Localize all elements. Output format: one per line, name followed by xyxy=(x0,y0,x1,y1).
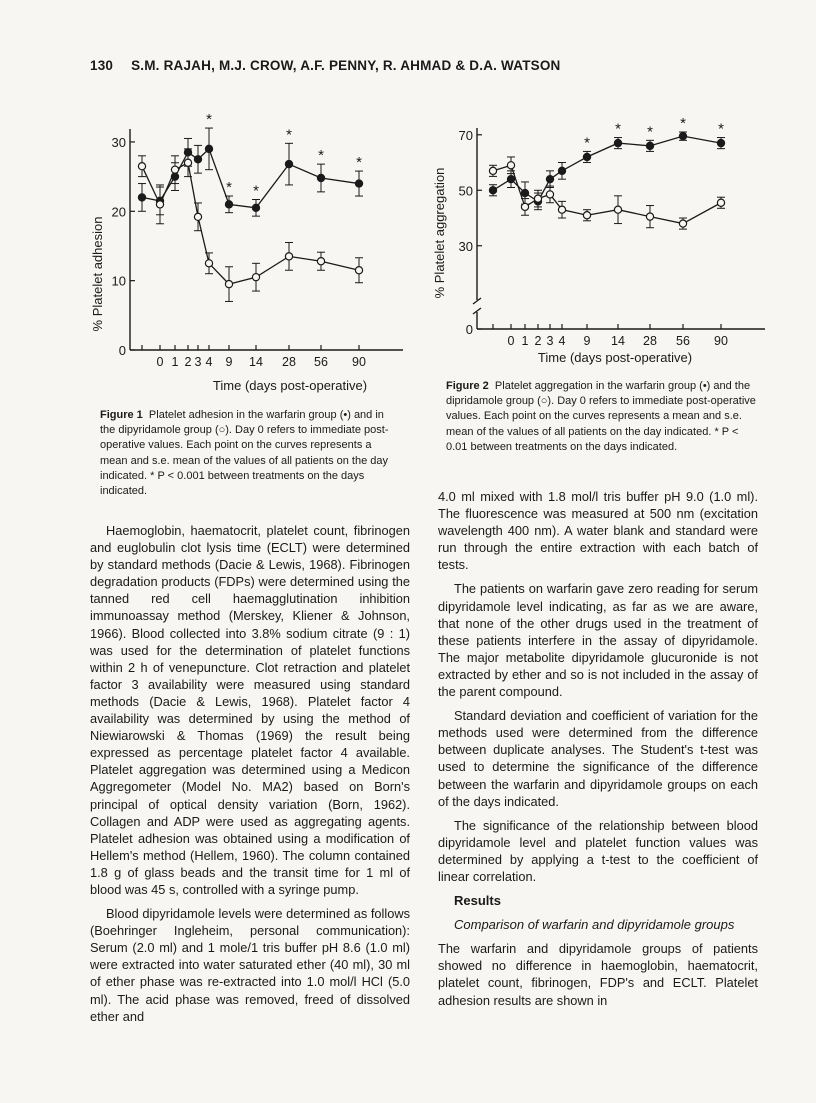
right-paragraph-1: The patients on warfarin gave zero reading for serum dipyridamole level indicating, as far as we are aware, that none of the other drugs used in the treatment of these patients interfere in the assay of dipyridamole. The major metabolite dipyridamole glucuronide is not extracted by ether and so is not included in the assay of the parent compound. xyxy=(438,581,758,700)
fig1-point-open xyxy=(355,267,362,274)
fig2-point-filled xyxy=(646,142,653,149)
fig1-point-open xyxy=(171,166,178,173)
fig2-point-open xyxy=(489,167,496,174)
fig1-y-tick-label: 20 xyxy=(111,204,126,220)
fig1-point-filled xyxy=(355,180,362,187)
fig1-significance-star: * xyxy=(226,179,232,197)
fig2-x-tick-label: 90 xyxy=(714,334,728,348)
fig2-point-open xyxy=(546,191,553,198)
fig2-point-filled xyxy=(614,139,621,146)
fig1-x-tick-label: 4 xyxy=(205,355,213,369)
fig2-point-open xyxy=(646,213,653,220)
fig1-x-tick-label: 56 xyxy=(314,355,328,369)
figure-1-chart xyxy=(78,108,408,398)
left-paragraph-1: Haemoglobin, haematocrit, platelet count, fibrinogen and euglobulin clot lysis time (ECLT) were determined by standard methods (Dacie & Lewis, 1968). Fibrinogen degradation products (FDPs) were determined using the tanned red cell haemagglutination inhibition immunoassay method (Merskey, Kliener & Johnson, 1966). Blood collected into 3.8% sodium citrate (9 : 1) was used for the determination of platelet functions within 2 h of venepuncture. Clot retraction and platelet factor 3 availability were measured using standard methods (Dacie & Lewis, 1968). Platelet factor 4 availability was determined by using the method of Niewiarowski & Thomas (1969) the result being expressed as percentage platelet factor 4 available. Platelet aggregation was determined using a Medicon Aggregometer (Model No. MA2) based on Born's principal of optical density variation (Born, 1962). Collagen and ADP were used as aggregating agents. Platelet adhesion was obtained using a modification of Hellem's method (Hellem, 1960). The column contained 1.8 g of glass beads and the transit time for 1 ml of blood was 45 s, controlled with a syringe pump. xyxy=(90,523,410,897)
figure-2-caption xyxy=(446,379,756,455)
figure-2-ylabel: % Platelet aggregation xyxy=(432,167,447,299)
fig2-point-filled xyxy=(583,153,590,160)
figure-1 xyxy=(78,108,408,398)
page-number: 130 xyxy=(90,58,114,73)
fig2-point-open xyxy=(583,212,590,219)
fig1-point-open xyxy=(225,281,232,288)
fig1-x-tick-label: 90 xyxy=(352,355,366,369)
results-paragraph: The warfarin and dipyridamole groups of patients showed no difference in haemoglobin, haematocrit, platelet count, fibrinogen, FDP's and ECLT. Platelet adhesion results are shown in xyxy=(438,941,758,1008)
figure-1-caption xyxy=(100,408,400,499)
fig2-point-filled xyxy=(558,167,565,174)
fig1-point-filled xyxy=(138,194,145,201)
fig1-point-open xyxy=(252,274,259,281)
fig2-x-tick-label: 2 xyxy=(534,334,542,348)
fig1-significance-star: * xyxy=(318,147,324,165)
left-column xyxy=(90,522,410,1032)
author-line: S.M. RAJAH, M.J. CROW, A.F. PENNY, R. AHMAD & D.A. WATSON xyxy=(131,58,561,73)
fig1-x-tick-label: 3 xyxy=(194,355,202,369)
figure-2-caption-label: Figure 2 xyxy=(446,380,489,392)
fig1-point-open xyxy=(194,213,201,220)
fig2-point-open xyxy=(558,206,565,213)
fig1-point-open xyxy=(317,258,324,265)
fig2-point-open xyxy=(717,199,724,206)
fig2-x-tick-label: 1 xyxy=(521,334,529,348)
fig2-point-filled xyxy=(546,176,553,183)
figure-2-caption-text: Platelet aggregation in the warfarin group (•) and the dipridamole group (○). Day 0 refers to immediate post-operative values. Each point on the curves represents a mean and s.e. mean of the values of all patients on the day indicated. * P < 0.01 between treatments on the days indicated. xyxy=(446,380,756,453)
fig2-x-tick-label: 14 xyxy=(611,334,625,348)
fig1-x-tick-label: 0 xyxy=(156,355,164,369)
fig1-y-tick-label: 10 xyxy=(111,273,126,289)
right-paragraph-3: The significance of the relationship between blood dipyridamole level and platelet function values was determined by applying a t-test to the coefficient of linear correlation. xyxy=(438,817,758,884)
fig1-significance-star: * xyxy=(253,182,259,200)
fig2-y-tick-label: 70 xyxy=(458,127,473,143)
fig1-point-open xyxy=(138,163,145,170)
figure-2-xlabel: Time (days post-operative) xyxy=(537,350,693,365)
figure-1-ylabel: % Platelet adhesion xyxy=(90,216,105,332)
fig1-x-tick-label: 9 xyxy=(225,355,233,369)
figure-2-chart xyxy=(425,108,775,378)
right-paragraph-2: Standard deviation and coefficient of variation for the methods used were determined from the difference between duplicate analyses. The Student's t-test was used to determine the significance of the difference between the warfarin and dipyridamole groups on each of the days indicated. xyxy=(438,708,758,809)
fig2-x-tick-label: 9 xyxy=(583,334,591,348)
fig1-x-tick-label: 1 xyxy=(171,355,179,369)
fig1-point-open xyxy=(156,201,163,208)
fig2-point-filled xyxy=(679,133,686,140)
fig2-y-tick-label: 50 xyxy=(458,183,473,199)
fig2-point-filled xyxy=(507,176,514,183)
fig2-y-tick-label: 0 xyxy=(465,322,473,337)
fig2-x-tick-label: 4 xyxy=(558,334,566,348)
figure-2 xyxy=(425,108,775,378)
results-heading: Results xyxy=(454,893,501,909)
fig1-y-tick-label: 0 xyxy=(118,343,126,358)
fig1-point-filled xyxy=(194,156,201,163)
fig1-point-filled xyxy=(285,161,292,168)
fig1-point-filled xyxy=(205,145,212,152)
right-column xyxy=(438,488,758,1016)
fig1-x-tick-label: 14 xyxy=(249,355,263,369)
fig2-point-open xyxy=(521,203,528,210)
fig2-point-filled xyxy=(717,139,724,146)
fig1-point-open xyxy=(205,260,212,267)
fig1-point-filled xyxy=(317,174,324,181)
right-continuation: 4.0 ml mixed with 1.8 mol/l tris buffer pH 9.0 (1.0 ml). The fluorescence was measured at 500 nm (excitation wavelength 400 nm). A water blank and standard were run through the entire extraction with each batch of tests. xyxy=(438,489,758,573)
fig1-y-tick-label: 30 xyxy=(111,134,126,150)
fig2-point-open xyxy=(507,162,514,169)
fig2-significance-star: * xyxy=(718,120,724,138)
fig2-point-open xyxy=(679,220,686,227)
fig1-significance-star: * xyxy=(356,154,362,172)
fig2-x-tick-label: 3 xyxy=(546,334,554,348)
figure-1-caption-label: Figure 1 xyxy=(100,409,143,421)
figure-1-caption-text: Platelet adhesion in the warfarin group (•) and in the dipyridamole group (○). Day 0 refers to immediate post-operative values. Each point on the curves represents a mean and s.e. mean of the values of all patients on the day indicated. * P < 0.001 between treatments on the days indicated. xyxy=(100,409,389,498)
figure-1-xlabel: Time (days post-operative) xyxy=(212,378,368,393)
fig1-x-tick-label: 28 xyxy=(282,355,296,369)
fig2-point-filled xyxy=(489,187,496,194)
fig2-y-tick-label: 30 xyxy=(458,238,473,254)
fig1-x-tick-label: 2 xyxy=(184,355,192,369)
fig1-point-open xyxy=(285,253,292,260)
fig1-point-filled xyxy=(225,201,232,208)
left-paragraph-2: Blood dipyridamole levels were determined as follows (Boehringer Ingleheim, personal communication): Serum (2.0 ml) and 1 mole/1 tris buffer pH 8.6 (1.0 ml) were extracted into water saturated ether (40 ml), 30 ml of ether phase was re-extracted into 1.0 mol/l HCl (5.0 ml). The acid phase was removed, freed of dissolved ether and xyxy=(90,906,410,1024)
fig2-point-open xyxy=(534,195,541,202)
fig2-significance-star: * xyxy=(680,115,686,132)
fig2-x-tick-label: 56 xyxy=(676,334,690,348)
fig1-point-filled xyxy=(252,204,259,211)
fig2-significance-star: * xyxy=(647,123,653,141)
fig1-point-open xyxy=(184,159,191,166)
fig2-point-open xyxy=(614,206,621,213)
fig2-significance-star: * xyxy=(584,134,590,152)
fig2-x-tick-label: 0 xyxy=(507,334,515,348)
fig1-significance-star: * xyxy=(286,126,292,144)
fig2-significance-star: * xyxy=(615,120,621,138)
results-subheading: Comparison of warfarin and dipyridamole groups xyxy=(454,917,735,933)
running-header xyxy=(90,58,561,73)
fig2-x-tick-label: 28 xyxy=(643,334,657,348)
fig1-significance-star: * xyxy=(206,111,212,129)
fig2-point-filled xyxy=(521,189,528,196)
